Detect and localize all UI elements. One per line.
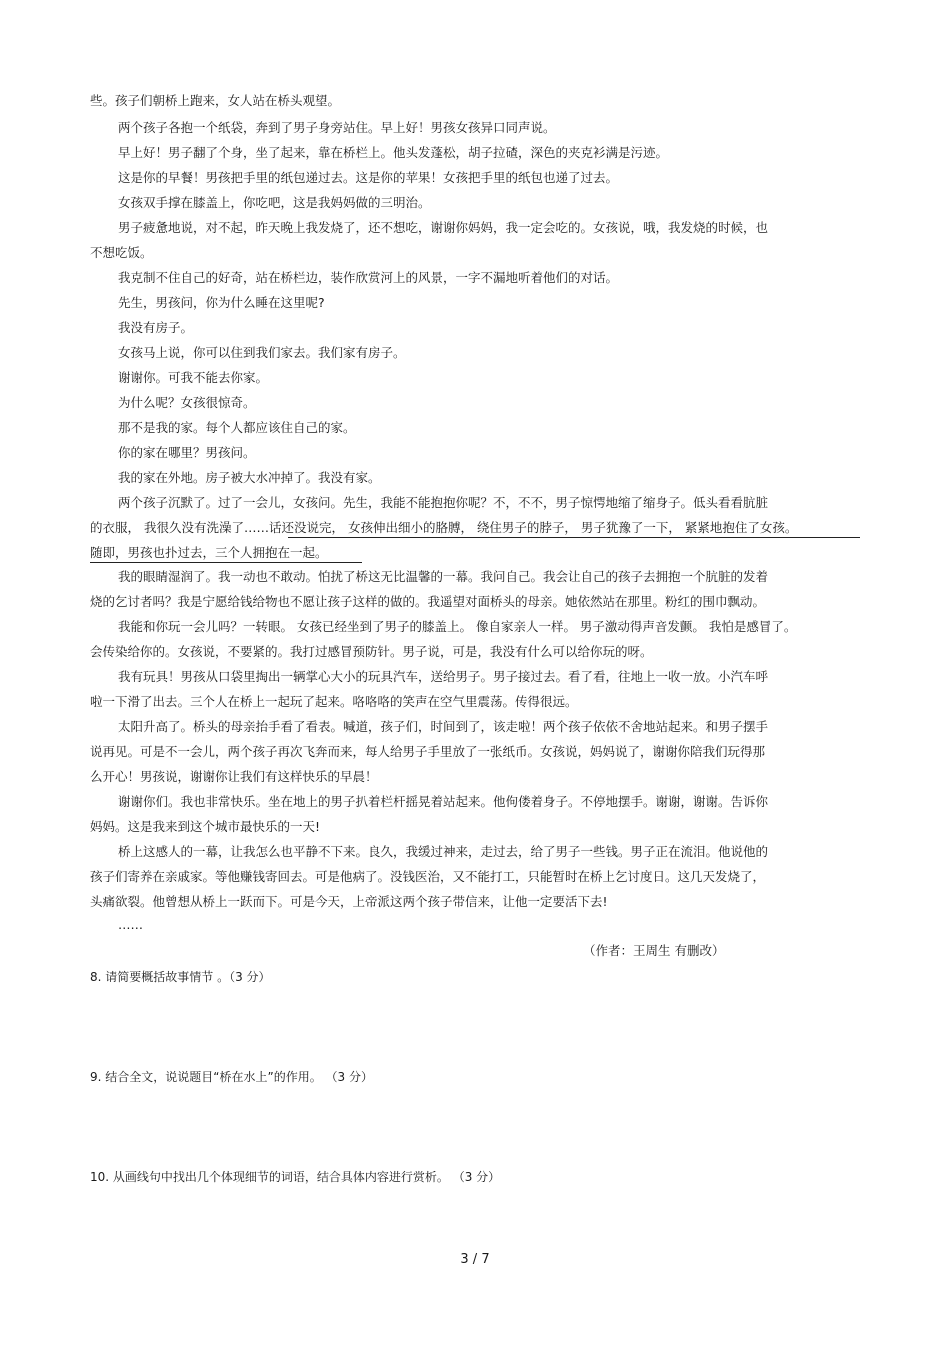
- paragraph-line: 女孩马上说，你可以住到我们家去。我们家有房子。: [118, 345, 406, 360]
- paragraph-line: 那不是我的家。每个人都应该住自己的家。: [118, 420, 356, 435]
- question-8: 8. 请简要概括故事情节 。（3 分）: [90, 970, 271, 984]
- paragraph-line: 孩子们寄养在亲戚家。等他赚钱寄回去。可是他病了。没钱医治，又不能打工，只能暂时在桥上乞讨度日。这几天发烧了，: [90, 869, 766, 884]
- paragraph-line: 先生，男孩问，你为什么睡在这里呢?: [118, 295, 325, 310]
- paragraph-line: 我的家在外地。房子被大水冲掉了。我没有家。: [118, 470, 381, 485]
- paragraph-line: 随即，男孩也扑过去，三个人拥抱在一起。: [90, 545, 328, 560]
- question-9: 9. 结合全文，说说题目“桥在水上”的作用。 （3 分）: [90, 1070, 373, 1084]
- paragraph-line: 女孩双手撑在膝盖上，你吃吧，这是我妈妈做的三明治。: [118, 195, 431, 210]
- paragraph-line: 这是你的早餐！男孩把手里的纸包递过去。这是你的苹果！女孩把手里的纸包也递了过去。: [118, 170, 619, 185]
- paragraph-line: 我的眼睛湿润了。我一动也不敢动。怕扰了桥这无比温馨的一幕。我问自己。我会让自己的孩子去拥抱一个肮脏的发着: [118, 569, 769, 584]
- paragraph-line: 烧的乞讨者吗？我是宁愿给钱给物也不愿让孩子这样的做的。我遥望对面桥头的母亲。她依然站在那里。粉红的围巾飘动。: [90, 594, 766, 609]
- ellipsis-line: ……: [118, 917, 143, 932]
- paragraph-line: 啦一下滑了出去。三个人在桥上一起玩了起来。咯咯咯的笑声在空气里震荡。传得很远。: [90, 694, 578, 709]
- paragraph-line: 么开心！男孩说，谢谢你让我们有这样快乐的早晨！: [90, 769, 378, 784]
- paragraph-line: 谢谢你。可我不能去你家。: [118, 370, 269, 385]
- question-10: 10. 从画线句中找出几个体现细节的词语，结合具体内容进行赏析。 （3 分）: [90, 1170, 501, 1184]
- paragraph-line: 我没有房子。: [118, 320, 194, 335]
- paragraph-line: 头痛欲裂。他曾想从桥上一跃而下。可是今天，上帝派这两个孩子带信来，让他一定要活下去!: [90, 894, 608, 909]
- paragraph-line: 会传染给你的。女孩说，不要紧的。我打过感冒预防针。男子说，可是，我没有什么可以给你玩的呀。: [90, 644, 653, 659]
- paragraph-line: 妈妈。这是我来到这个城市最快乐的一天!: [90, 819, 321, 834]
- paragraph-line: 我能和你玩一会儿吗？一转眼。 女孩已经坐到了男子的膝盖上。 像自家亲人一样。 男子激动得声音发颤。 我怕是感冒了。: [118, 619, 797, 634]
- paragraph-line: 说再见。可是不一会儿，两个孩子再次飞奔而来，每人给男子手里放了一张纸币。女孩说，妈妈说了，谢谢你陪我们玩得那: [90, 744, 766, 759]
- paragraph-line: 我有玩具！男孩从口袋里掏出一辆掌心大小的玩具汽车，送给男子。男子接过去。看了看，往地上一收一放。小汽车呼: [118, 669, 769, 684]
- paragraph-line: 男子疲惫地说，对不起，昨天晚上我发烧了，还不想吃，谢谢你妈妈，我一定会吃的。女孩说，哦，我发烧的时候，也: [118, 220, 769, 235]
- paragraph-line: 为什么呢？女孩很惊奇。: [118, 395, 256, 410]
- paragraph-line: 不想吃饭。: [90, 245, 153, 260]
- underline-mark: [90, 562, 362, 563]
- underline-mark: [288, 537, 860, 538]
- paragraph-line: 谢谢你们。我也非常快乐。坐在地上的男子扒着栏杆摇晃着站起来。他佝偻着身子。不停地摆手。谢谢，谢谢。告诉你: [118, 794, 769, 809]
- page-number: 3 / 7: [460, 1252, 490, 1267]
- paragraph-line: 的衣服， 我很久没有洗澡了……话还没说完， 女孩伸出细小的胳膊， 绕住男子的脖子， 男子犹豫了一下， 紧紧地抱住了女孩。: [90, 520, 798, 535]
- paragraph-line: 你的家在哪里？男孩问。: [118, 445, 256, 460]
- paragraph-line: 我克制不住自己的好奇，站在桥栏边，装作欣赏河上的风景，一字不漏地听着他们的对话。: [118, 270, 619, 285]
- paragraph-line: 些。孩子们朝桥上跑来，女人站在桥头观望。: [90, 93, 341, 108]
- paragraph-line: 太阳升高了。桥头的母亲抬手看了看表。喊道，孩子们，时间到了，该走啦！两个孩子依依不舍地站起来。和男子摆手: [118, 719, 769, 734]
- paragraph-line: 两个孩子各抱一个纸袋，奔到了男子身旁站住。早上好！男孩女孩异口同声说。: [118, 120, 556, 135]
- author-note: （作者：王周生 有删改）: [583, 943, 725, 958]
- paragraph-line: 早上好！男子翻了个身，坐了起来，靠在桥栏上。他头发蓬松，胡子拉碴，深色的夹克衫满是污迹。: [118, 145, 669, 160]
- paragraph-line: 桥上这感人的一幕，让我怎么也平静不下来。良久，我缓过神来，走过去，给了男子一些钱。男子正在流泪。他说他的: [118, 844, 769, 859]
- paragraph-line: 两个孩子沉默了。过了一会儿，女孩问。先生，我能不能抱抱你呢？不，不不，男子惊愕地缩了缩身子。低头看看肮脏: [118, 495, 769, 510]
